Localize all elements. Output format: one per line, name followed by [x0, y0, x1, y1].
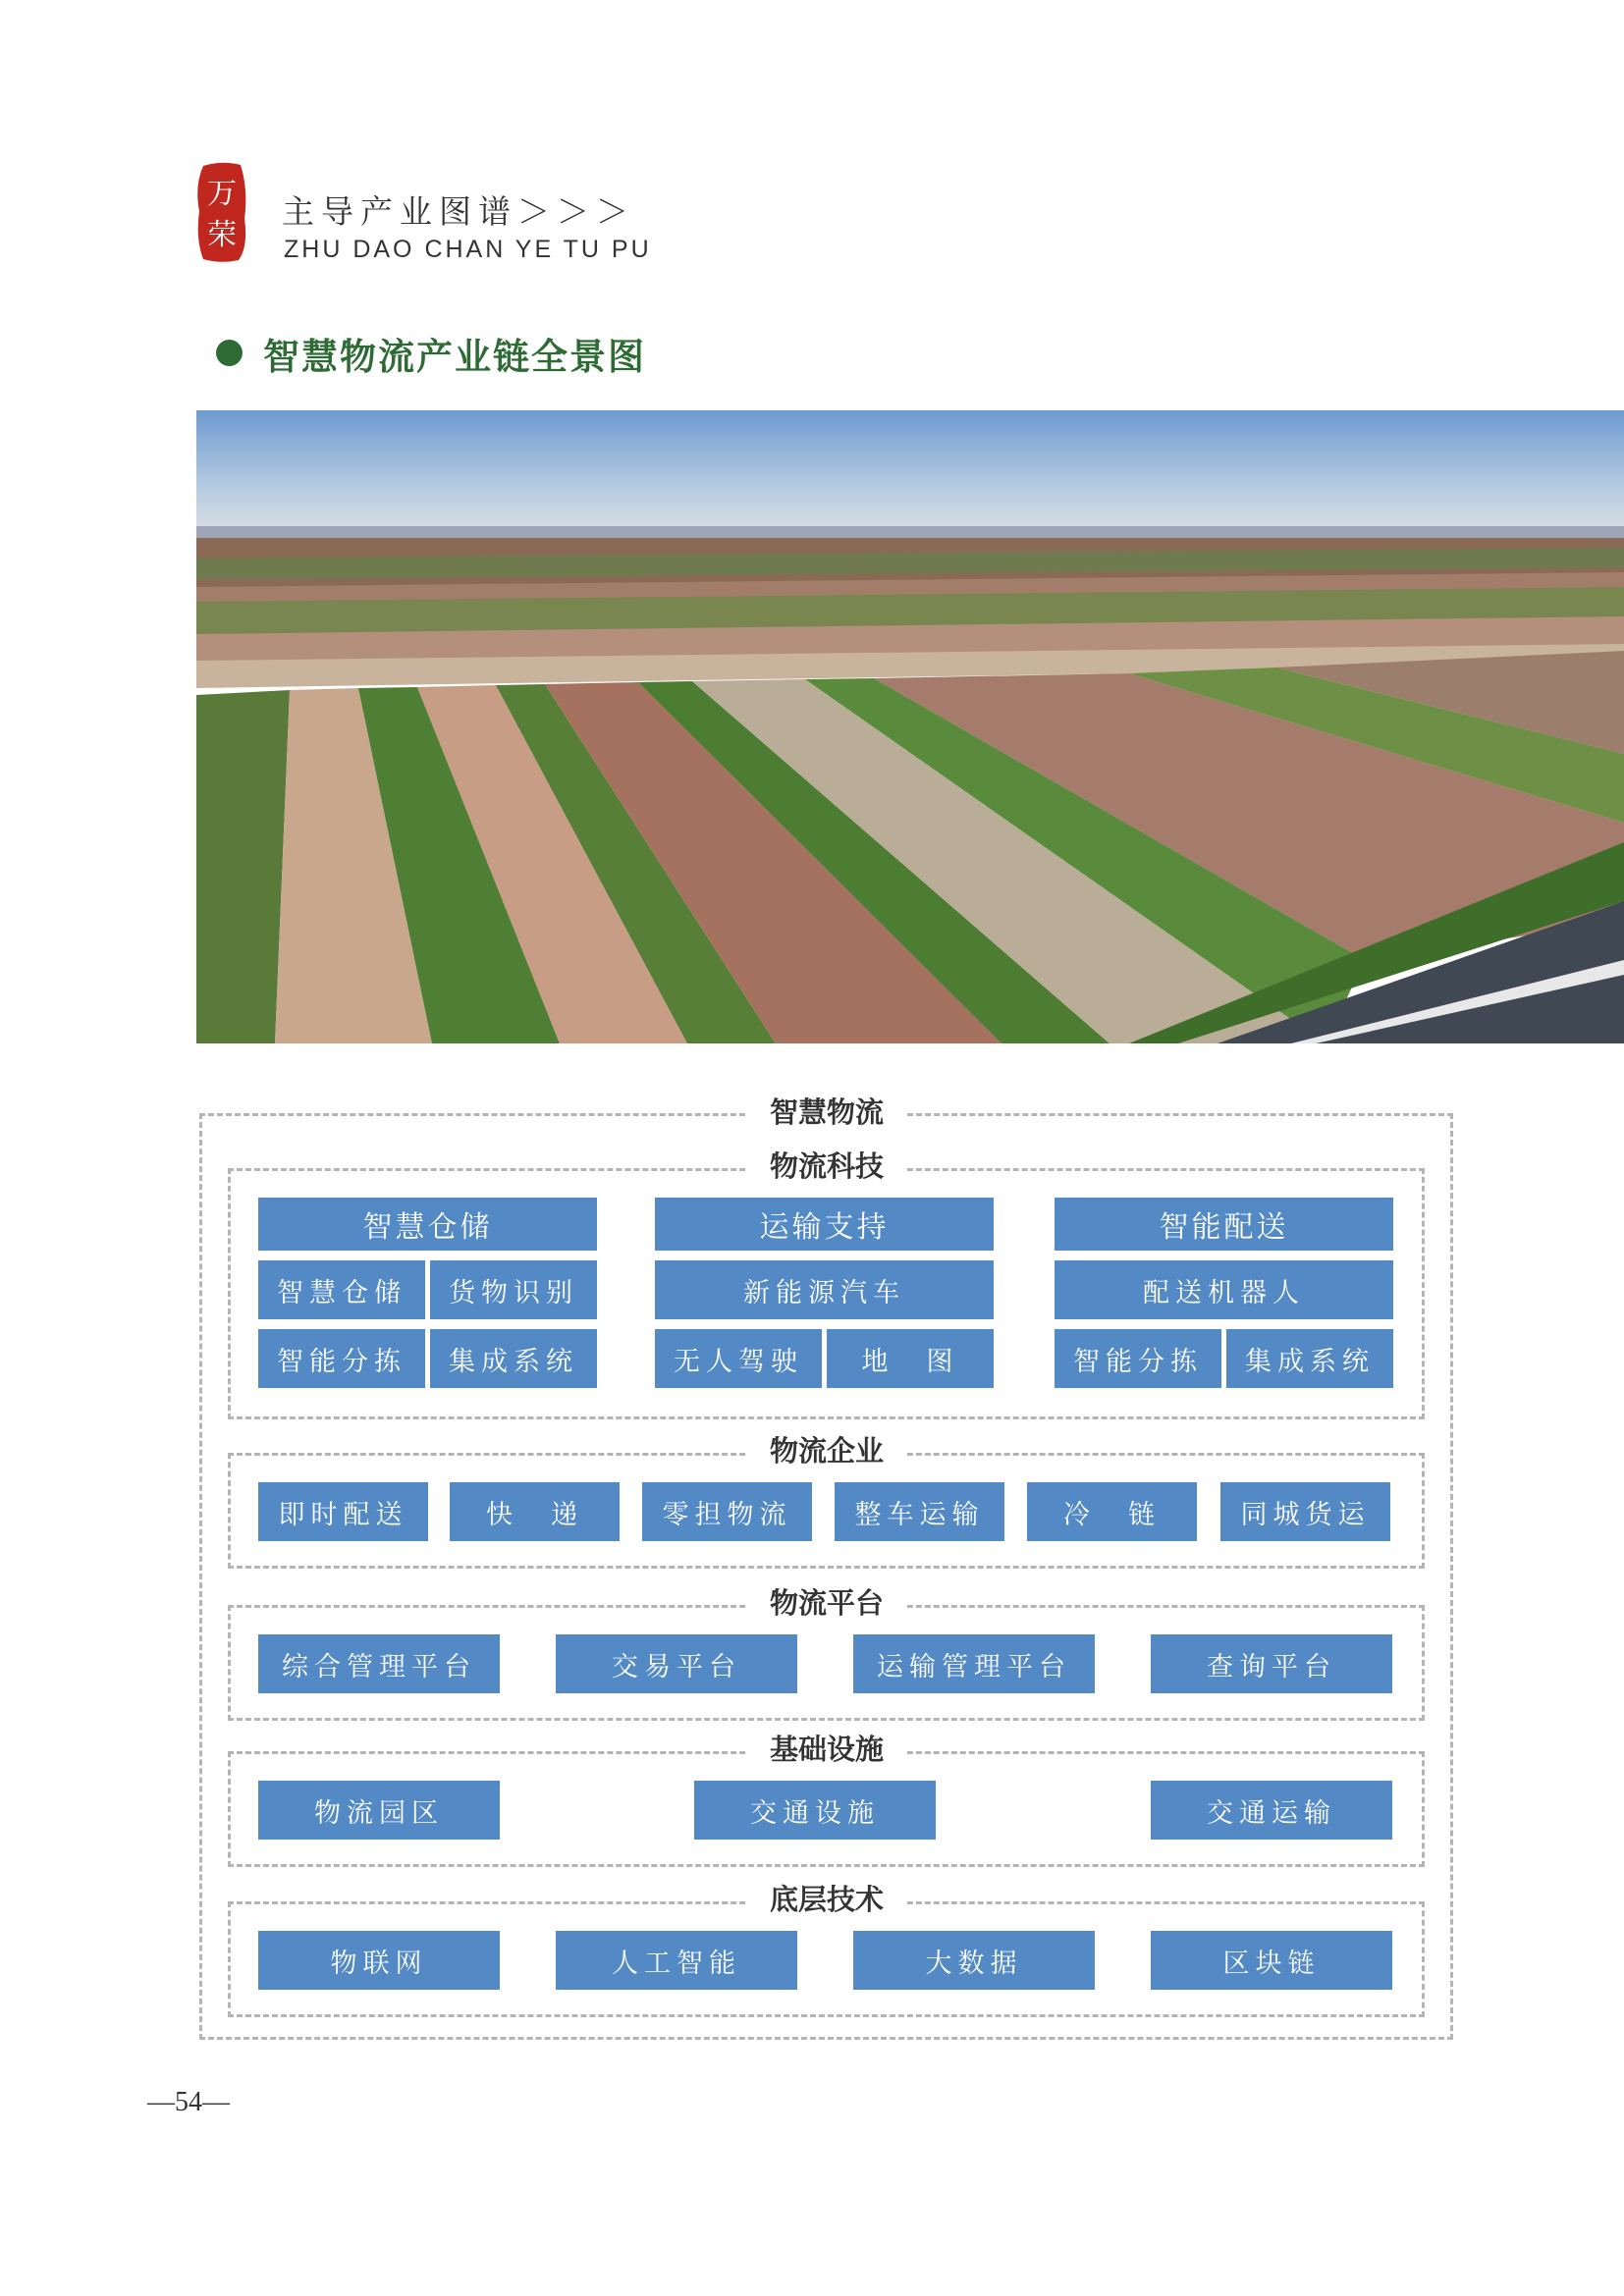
infrastructure-item-box: 物流园区 — [258, 1781, 500, 1840]
infrastructure-label: 基础设施 — [748, 1732, 905, 1767]
delivery-head-box: 智能配送 — [1055, 1198, 1393, 1251]
platform-item-box: 交易平台 — [556, 1634, 797, 1693]
tech-item-box: 新能源汽车 — [655, 1260, 994, 1319]
section-bullet-icon — [216, 340, 243, 366]
svg-text:荣: 荣 — [207, 218, 237, 252]
header-title-en: ZHU DAO CHAN YE TU PU — [284, 236, 652, 263]
base-tech-item-box: 物联网 — [258, 1931, 500, 1990]
enterprise-item-box: 零担物流 — [642, 1482, 812, 1541]
enterprise-label: 物流企业 — [748, 1433, 905, 1468]
base-tech-label: 底层技术 — [748, 1882, 905, 1917]
base-tech-item-box: 大数据 — [853, 1931, 1095, 1990]
infrastructure-item-box: 交通设施 — [694, 1781, 936, 1840]
tech-item-box: 智慧仓储 — [258, 1260, 425, 1319]
page-number: —54— — [147, 2087, 230, 2117]
tech-item-box: 地 图 — [827, 1329, 994, 1388]
warehousing-head-box: 智慧仓储 — [258, 1198, 597, 1251]
enterprise-item-box: 冷 链 — [1027, 1482, 1197, 1541]
infrastructure-item-box: 交通运输 — [1151, 1781, 1392, 1840]
base-tech-item-box: 人工智能 — [556, 1931, 797, 1990]
platform-item-box: 综合管理平台 — [258, 1634, 500, 1693]
tech-item-box: 集成系统 — [430, 1329, 597, 1388]
base-tech-item-box: 区块链 — [1151, 1931, 1392, 1990]
header-title-cn: 主导产业图谱＞＞＞ — [282, 192, 635, 231]
tech-item-box: 无人驾驶 — [655, 1329, 822, 1388]
tech-item-box: 集成系统 — [1226, 1329, 1393, 1388]
tech-label: 物流科技 — [748, 1148, 905, 1184]
platform-label: 物流平台 — [748, 1585, 905, 1621]
enterprise-item-box: 同城货运 — [1220, 1482, 1390, 1541]
wanrong-seal-logo — [193, 160, 250, 264]
platform-item-box: 查询平台 — [1151, 1634, 1392, 1693]
smart-logistics-label: 智慧物流 — [748, 1095, 905, 1130]
transport-head-box: 运输支持 — [655, 1198, 994, 1251]
tech-item-box: 货物识别 — [430, 1260, 597, 1319]
tech-item-box: 配送机器人 — [1055, 1260, 1393, 1319]
platform-item-box: 运输管理平台 — [853, 1634, 1095, 1693]
svg-text:万: 万 — [207, 177, 237, 211]
enterprise-item-box: 即时配送 — [258, 1482, 428, 1541]
enterprise-item-box: 整车运输 — [835, 1482, 1004, 1541]
farmland-aerial-photo — [196, 410, 1624, 1043]
tech-item-box: 智能分拣 — [1055, 1329, 1221, 1388]
section-title: 智慧物流产业链全景图 — [263, 336, 646, 378]
enterprise-item-box: 快 递 — [450, 1482, 620, 1541]
tech-item-box: 智能分拣 — [258, 1329, 425, 1388]
